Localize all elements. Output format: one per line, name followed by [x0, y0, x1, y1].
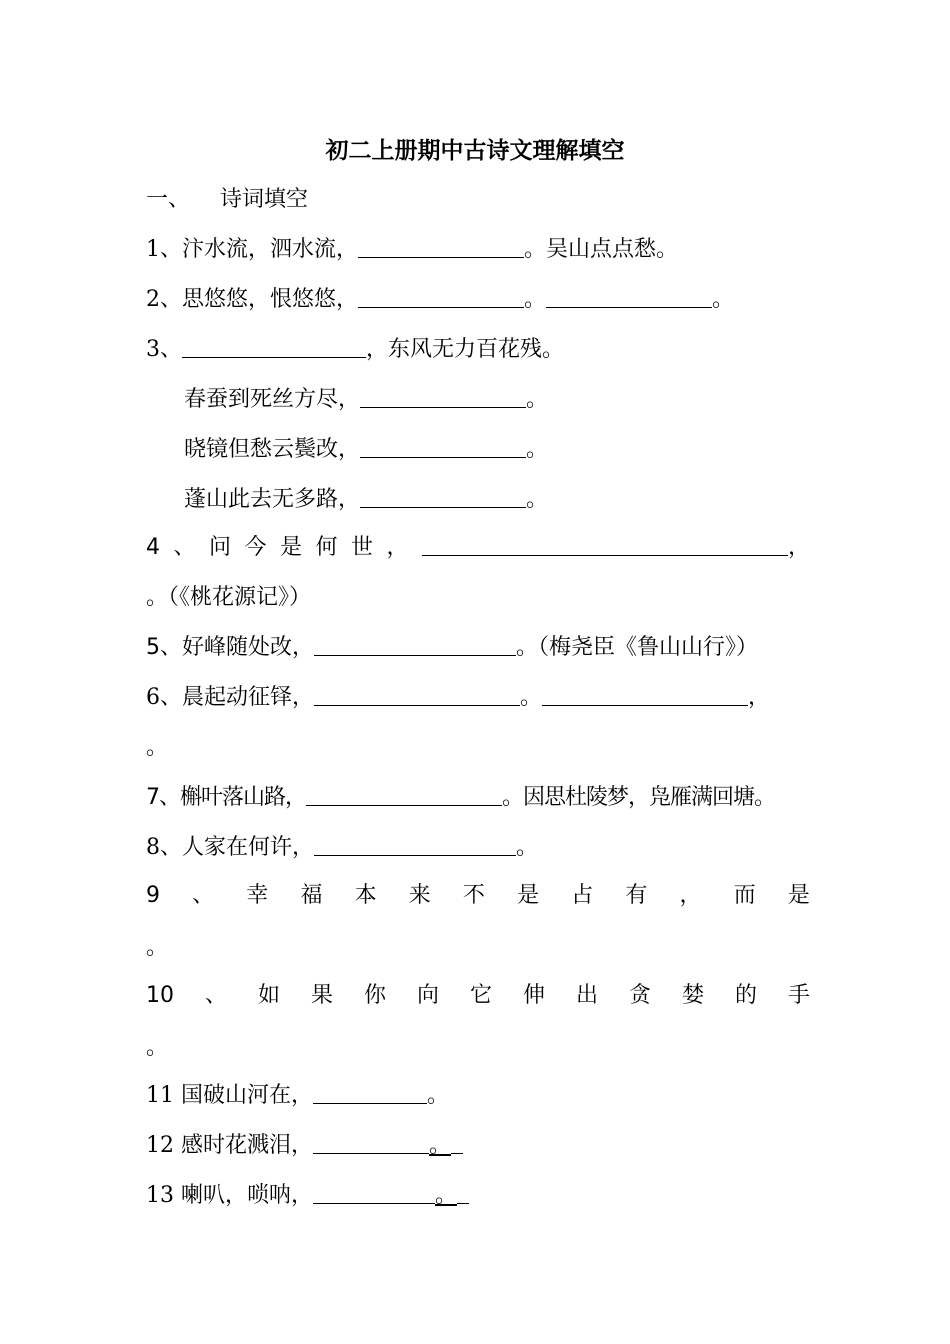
q9-char: 、 [192, 883, 215, 908]
q8-prompt: 8、人家在何许， [146, 835, 314, 860]
question-13 [146, 1180, 810, 1212]
answer-blank[interactable] [451, 1131, 463, 1154]
answer-blank[interactable] [313, 1181, 435, 1204]
question-12 [146, 1130, 810, 1162]
question-10 [146, 980, 810, 1012]
question-3-line-4 [184, 484, 810, 516]
q9-char: 是 [787, 883, 810, 908]
q6-prompt: 6、晨起动征铎， [146, 685, 314, 710]
q3-tail: ，东风无力百花残。 [366, 337, 565, 362]
q9-char: 福 [300, 883, 323, 908]
question-9-line-2 [146, 932, 810, 964]
question-6-line-2 [146, 732, 810, 764]
question-5 [146, 632, 810, 664]
question-4-line-2 [146, 582, 810, 614]
q10-char: 如 [257, 983, 280, 1008]
q9-line2: 。 [146, 935, 169, 960]
q6-mid: 。 [520, 685, 543, 710]
q9-char: 9 [146, 883, 160, 908]
q9-char: 不 [462, 883, 485, 908]
q4-char: 世 [350, 535, 373, 560]
question-6 [146, 682, 810, 714]
answer-blank[interactable] [360, 435, 526, 458]
page-title: 初二上册期中古诗文理解填空 [325, 137, 625, 164]
q9-char: 来 [408, 883, 431, 908]
q10-char: 婪 [681, 983, 704, 1008]
q12-tail: 。 [429, 1133, 452, 1158]
answer-blank[interactable] [314, 633, 516, 656]
q3-line3-prompt: 晓镜但愁云鬓改， [184, 437, 361, 462]
q4-char: 今 [244, 535, 267, 560]
q10-char: 果 [310, 983, 333, 1008]
q4-char: 是 [279, 535, 302, 560]
q9-char: 本 [354, 883, 377, 908]
q3-line2-prompt: 春蚕到死丝方尽， [184, 387, 361, 412]
question-9 [146, 880, 810, 912]
answer-blank[interactable] [542, 683, 748, 706]
q9-char: 幸 [246, 883, 269, 908]
q5-number: 5 [146, 635, 160, 660]
q6-line2: 。 [146, 735, 169, 760]
q4-char: 、 [173, 535, 196, 560]
q3-line3-end: 。 [526, 437, 549, 462]
q10-char: 、 [204, 983, 227, 1008]
q1-prompt: 1、汴水流，泗水流， [146, 237, 358, 262]
q10-char: 出 [575, 983, 598, 1008]
question-2 [146, 284, 810, 316]
answer-blank[interactable] [313, 1081, 427, 1104]
question-11 [146, 1080, 810, 1112]
answer-blank[interactable] [314, 833, 516, 856]
answer-blank[interactable] [457, 1181, 469, 1204]
q7-prompt: 、槲叶落山路， [159, 785, 307, 810]
q7-number: 7 [146, 785, 159, 810]
q10-char: 它 [469, 983, 492, 1008]
q9-char: 占 [571, 883, 594, 908]
answer-blank[interactable] [358, 235, 524, 258]
q4-end: ， [787, 535, 810, 560]
question-4 [146, 532, 810, 564]
q1-tail: 。吴山点点愁。 [524, 237, 679, 262]
q13-tail: 。 [435, 1183, 458, 1208]
question-3 [146, 334, 810, 366]
q3-line2-end: 。 [526, 387, 549, 412]
q3-number: 3、 [146, 337, 182, 362]
q10-char: 伸 [522, 983, 545, 1008]
answer-blank[interactable] [313, 1131, 429, 1154]
q9-char: 有 [625, 883, 648, 908]
q4-source: 。（《桃花源记》） [146, 585, 312, 610]
q11-prompt: 11 国破山河在， [146, 1083, 313, 1108]
q5-tail: 。（梅尧臣《鲁山山行》） [516, 635, 759, 660]
question-3-line-3 [184, 434, 810, 466]
q9-char: ， [679, 883, 702, 908]
q10-char: 手 [787, 983, 810, 1008]
q11-tail: 。 [427, 1083, 450, 1108]
q2-prompt: 2、思悠悠，恨悠悠， [146, 287, 358, 312]
q2-tail: 。 [712, 287, 735, 312]
q4-char: 何 [315, 535, 338, 560]
q10-char: 的 [734, 983, 757, 1008]
q12-prompt: 12 感时花溅泪， [146, 1133, 313, 1158]
question-1 [146, 234, 810, 266]
q9-char: 而 [733, 883, 756, 908]
section-label: 诗词填空 [220, 187, 309, 212]
q10-char: 向 [416, 983, 439, 1008]
question-10-line-2 [146, 1032, 810, 1064]
q13-prompt: 13 喇叭，唢呐， [146, 1183, 313, 1208]
q10-char: 10 [146, 983, 174, 1008]
q5-prompt: 、好峰随处改， [160, 635, 315, 660]
q10-char: 贪 [628, 983, 651, 1008]
q3-line4-prompt: 蓬山此去无多路， [184, 487, 361, 512]
question-7 [146, 782, 810, 814]
answer-blank[interactable] [358, 285, 524, 308]
answer-blank[interactable] [360, 385, 526, 408]
q10-char: 你 [363, 983, 386, 1008]
section-number: 一、 [146, 187, 191, 212]
q10-line2: 。 [146, 1035, 169, 1060]
q9-char: 是 [517, 883, 540, 908]
q4-char: ， [386, 535, 409, 560]
answer-blank[interactable] [546, 285, 712, 308]
q4-char: 4 [146, 535, 160, 560]
answer-blank[interactable] [360, 485, 526, 508]
answer-blank[interactable] [422, 533, 788, 556]
answer-blank[interactable] [182, 335, 366, 358]
q3-line4-end: 。 [526, 487, 549, 512]
answer-blank[interactable] [314, 683, 520, 706]
q2-mid: 。 [524, 287, 547, 312]
q4-char: 问 [208, 535, 231, 560]
answer-blank[interactable] [306, 783, 502, 806]
q8-tail: 。 [516, 835, 539, 860]
section-heading [146, 184, 810, 216]
question-3-line-2 [184, 384, 810, 416]
q6-end: ， [748, 685, 771, 710]
q7-tail: 。因思杜陵梦，凫雁满回塘。 [502, 785, 776, 810]
question-8 [146, 832, 810, 864]
